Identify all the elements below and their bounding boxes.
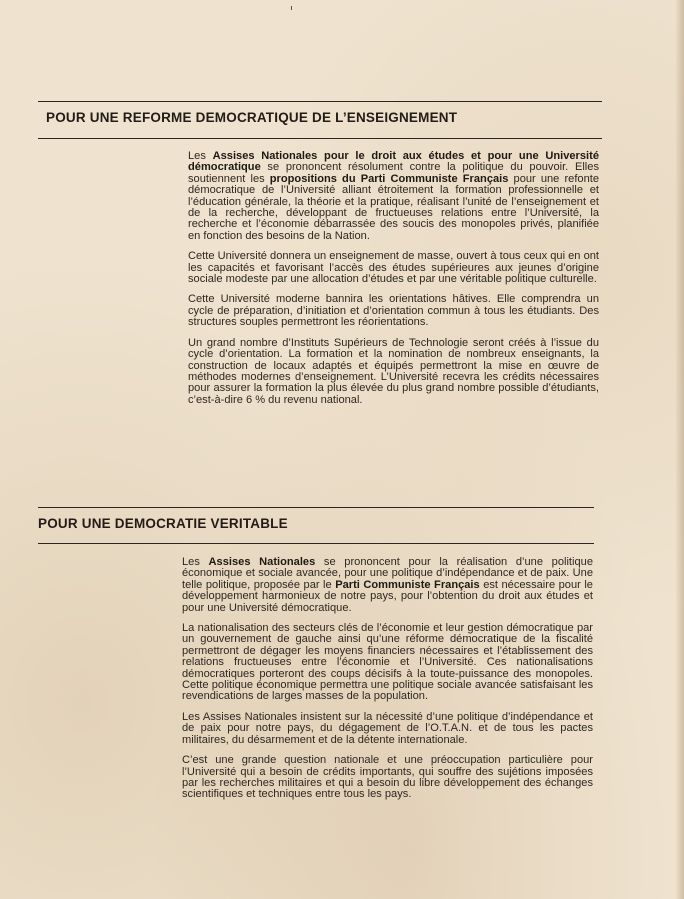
section-1-top-rule bbox=[38, 101, 602, 102]
emphasis-text: propositions du Parti Communiste Français bbox=[269, 172, 509, 185]
section-2-paragraph: La nationalisation des secteurs clés de l’économie et leur gestion démocratique par un gouvernement de gauche ainsi qu’une réforme démocratique de la fiscalité permettront de dégager les moyens financiers nécessaires et l’établissement des relations fructueuses entre l’économie et l’Université. Ces nationalisations démocratiques porteront des coups décisifs à la toute-puissance des monopoles. Cette politique économique permettra une politique sociale avancée satisfaisant les revendications de larges masses de la population. bbox=[182, 622, 593, 703]
section-2-heading: POUR UNE DEMOCRATIE VERITABLE bbox=[38, 516, 288, 531]
emphasis-text: Assises Nationales pour le droit aux études et pour une Université démocratique bbox=[188, 150, 599, 174]
section-2-paragraph: Les Assises Nationales se prononcent pour la réalisation d’une politique économique et sociale avancée, pour une politique d’indépendance et de paix. Une telle politique, proposée par le Parti Communiste Français est nécessaire pour le développement harmonieux de notre pays, pour l’obtention du droit aux études et pour une Université démocratique. bbox=[182, 556, 593, 614]
section-1-paragraph: Cette Université donnera un enseignement de masse, ouvert à tous ceux qui en ont les capacités et favorisant l’accès des études supérieures aux jeunes d’origine sociale modeste par une allocation d’études et par une véritable politique culturelle. bbox=[188, 250, 599, 286]
section-1-heading: POUR UNE REFORME DEMOCRATIQUE DE L’ENSEIGNEMENT bbox=[46, 110, 458, 125]
section-2-paragraph: Les Assises Nationales insistent sur la nécessité d’une politique d’indépendance et de paix pour notre pays, du dégagement de l’O.T.A.N. et de tous les pactes militaires, du désarmement et de la détente internationale. bbox=[182, 710, 593, 746]
section-2-top-rule bbox=[38, 507, 594, 508]
section-2-body bbox=[182, 557, 593, 810]
section-1-paragraph: Un grand nombre d’Instituts Supérieurs de Technologie seront créés à l’issue du cycle d’orientation. La formation et la nomination de nombreux enseignants, la construction de locaux adaptés et équipés permettront la mise en œuvre de méthodes modernes d’enseignement. L’Université recevra les crédits nécessaires pour assurer la formation la plus élevée du plus grand nombre possible d’étudiants, c’est-à-dire 6 % du revenu national. bbox=[188, 336, 599, 406]
section-1-body bbox=[188, 151, 599, 415]
section-1-paragraph: Les Assises Nationales pour le droit aux études et pour une Université démocratique se prononcent résolument contre la politique du pouvoir. Elles soutiennent les propositions du Parti Communiste Français pour une refonte démocratique de l’Université alliant étroitement la formation professionnelle et l’éducation générale, la théorie et la pratique, réalisant l’unité de l’enseignement et de la recherche, développant de fructueuses relations entre l’Université, la recherche et l’économie débarrassée des soucis des monopoles privés, planifiée en fonction des besoins de la Nation. bbox=[188, 150, 599, 242]
emphasis-text: Assises Nationales bbox=[208, 556, 316, 568]
section-2-paragraph: C’est une grande question nationale et une préoccupation particulière pour l’Université qui a besoin de crédits importants, qui souffre des sujétions imposées par les recherches militaires et qui a besoin du libre développement des échanges scientifiques et techniques entre tous les pays. bbox=[182, 754, 593, 801]
section-2-bottom-rule bbox=[38, 543, 594, 544]
section-1-bottom-rule bbox=[38, 138, 602, 139]
emphasis-text: Parti Communiste Français bbox=[335, 578, 480, 591]
page-edge-shadow bbox=[676, 0, 684, 899]
print-mark bbox=[291, 6, 292, 10]
section-1-paragraph: Cette Université moderne bannira les orientations hâtives. Elle comprendra un cycle de préparation, d’initiation et d’orientation commun à tous les étudiants. Des structures souples permettront les réorientations. bbox=[188, 293, 599, 329]
